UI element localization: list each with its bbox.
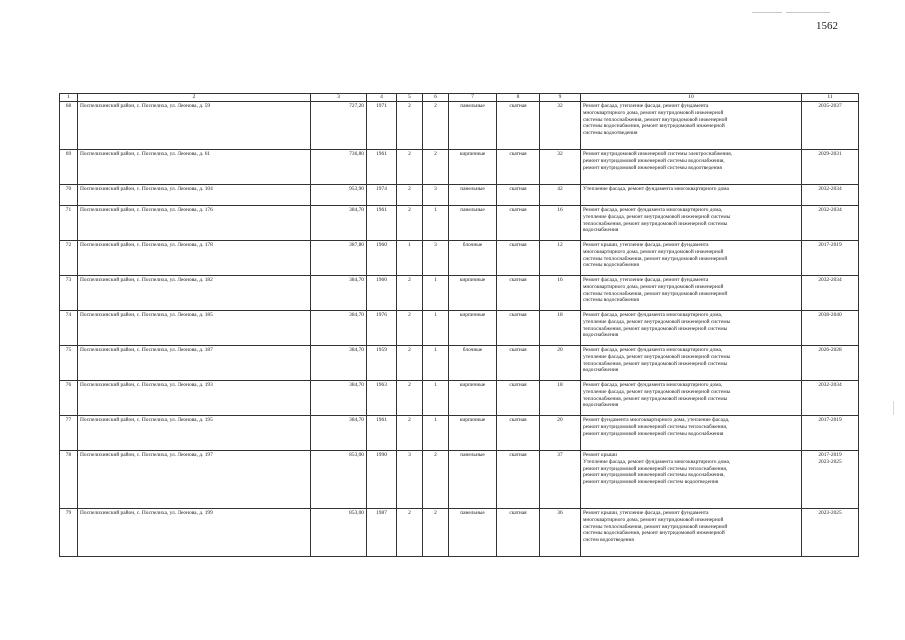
period-line: 2032-2034 bbox=[818, 277, 842, 283]
table-row bbox=[60, 451, 859, 509]
column-header: 9 bbox=[540, 94, 581, 102]
cell-period bbox=[802, 241, 859, 276]
table-row bbox=[60, 381, 859, 416]
cell-works bbox=[581, 185, 802, 206]
table-row bbox=[60, 185, 859, 206]
cell-period bbox=[802, 102, 859, 150]
works-line: ремонт внутридомовой инженерной системы теплоснабжения, bbox=[583, 465, 728, 472]
works-line: системы теплоснабжения, ремонт внутридомовой инженерной bbox=[583, 290, 728, 297]
works-line: ремонт внутридомовой инженерной системы теплоснабжения, bbox=[583, 423, 728, 430]
cell-roof: скатная bbox=[497, 451, 540, 509]
period-line: 2032-2034 bbox=[818, 207, 842, 213]
cell-works bbox=[581, 311, 802, 346]
cell-year: 1963 bbox=[367, 381, 397, 416]
column-header: 6 bbox=[423, 94, 449, 102]
column-header: 10 bbox=[581, 94, 802, 102]
table-row bbox=[60, 346, 859, 381]
cell-area: 853,00 bbox=[311, 451, 367, 509]
cell-walls: кирпичные bbox=[449, 416, 497, 451]
cell-n: 69 bbox=[60, 150, 78, 185]
works-line: системы водоснабжения bbox=[583, 297, 639, 304]
works-line: утепление фасада, ремонт внутридомовой инженерной системы bbox=[583, 213, 731, 220]
cell-n: 72 bbox=[60, 241, 78, 276]
cell-entrances: 1 bbox=[423, 206, 449, 241]
works-line: многоквартирного дома, ремонт внутридомовой инженерной bbox=[583, 248, 724, 255]
table-row bbox=[60, 241, 859, 276]
cell-year: 1961 bbox=[367, 150, 397, 185]
cell-floors: 2 bbox=[397, 416, 423, 451]
cell-year: 1961 bbox=[367, 206, 397, 241]
cell-address: Поспелихинский район, с. Поспелиха, ул. Леонова, д. 59 bbox=[78, 102, 311, 150]
works-line: Ремонт внутридомовой инженерной системы электроснабжения, bbox=[583, 151, 733, 157]
column-header: 5 bbox=[397, 94, 423, 102]
cell-address: Поспелихинский район, с. Поспелиха, ул. Леонова, д. 178 bbox=[78, 241, 311, 276]
cell-works bbox=[581, 241, 802, 276]
cell-walls: панельные bbox=[449, 451, 497, 509]
cell-year: 1987 bbox=[367, 509, 397, 557]
cell-year: 1960 bbox=[367, 241, 397, 276]
cell-apts: 20 bbox=[540, 416, 581, 451]
cell-floors: 2 bbox=[397, 381, 423, 416]
cell-address: Поспелихинский район, с. Поспелиха, ул. Леонова, д. 185 bbox=[78, 311, 311, 346]
cell-area: 736,80 bbox=[311, 150, 367, 185]
period-line: 2017-2019 bbox=[818, 242, 842, 248]
cell-n: 68 bbox=[60, 102, 78, 150]
period-line: 2038-2040 bbox=[818, 312, 842, 318]
cell-period bbox=[802, 451, 859, 509]
cell-roof: скатная bbox=[497, 150, 540, 185]
cell-floors: 2 bbox=[397, 102, 423, 150]
cell-year: 1974 bbox=[367, 185, 397, 206]
cell-area: 384,70 bbox=[311, 381, 367, 416]
works-line: многоквартирного дома, ремонт внутридомовой инженерной bbox=[583, 283, 724, 290]
works-line: Ремонт фасада, ремонт фундамента многоквартирного дома, bbox=[583, 347, 723, 353]
cell-roof: скатная bbox=[497, 102, 540, 150]
cell-address: Поспелихинский район, с. Поспелиха, ул. Леонова, д. 195 bbox=[78, 416, 311, 451]
cell-address: Поспелихинский район, с. Поспелиха, ул. Леонова, д. 199 bbox=[78, 509, 311, 557]
cell-entrances: 3 bbox=[423, 241, 449, 276]
cell-works bbox=[581, 102, 802, 150]
period-line: 2023-2025 bbox=[818, 458, 842, 465]
cell-apts: 36 bbox=[540, 509, 581, 557]
works-line: теплоснабжения, ремонт внутридомовой инженерной системы bbox=[583, 360, 728, 367]
cell-year: 1961 bbox=[367, 416, 397, 451]
cell-floors: 2 bbox=[397, 150, 423, 185]
column-number-row bbox=[60, 94, 859, 102]
cell-n: 79 bbox=[60, 509, 78, 557]
cell-n: 74 bbox=[60, 311, 78, 346]
works-line: системы водоснабжения bbox=[583, 262, 639, 269]
cell-address: Поспелихинский район, с. Поспелиха, ул. Леонова, д. 197 bbox=[78, 451, 311, 509]
cell-walls: блочные bbox=[449, 241, 497, 276]
cell-roof: скатная bbox=[497, 241, 540, 276]
works-line: Ремонт фасада, утепление фасада, ремонт фундамента bbox=[583, 277, 709, 283]
cell-period bbox=[802, 276, 859, 311]
cell-year: 1959 bbox=[367, 346, 397, 381]
works-line: водоснабжения bbox=[583, 227, 619, 234]
cell-roof: скатная bbox=[497, 509, 540, 557]
cell-address: Поспелихинский район, с. Поспелиха, ул. Леонова, д. 187 bbox=[78, 346, 311, 381]
column-header: 1 bbox=[60, 94, 78, 102]
cell-period bbox=[802, 185, 859, 206]
cell-apts: 32 bbox=[540, 102, 581, 150]
period-line: 2032-2034 bbox=[818, 382, 842, 388]
works-line: ремонт внутридомовой инженерной системы водоснабжения bbox=[583, 430, 724, 437]
cell-entrances: 2 bbox=[423, 509, 449, 557]
cell-period bbox=[802, 150, 859, 185]
cell-area: 384,70 bbox=[311, 311, 367, 346]
cell-area: 384,70 bbox=[311, 206, 367, 241]
period-line: 2035-2037 bbox=[818, 103, 842, 109]
cell-apts: 32 bbox=[540, 150, 581, 185]
works-line: теплоснабжения, ремонт внутридомовой инженерной системы bbox=[583, 395, 728, 402]
cell-roof: скатная bbox=[497, 185, 540, 206]
works-line: водоснабжения bbox=[583, 367, 619, 374]
cell-address: Поспелихинский район, с. Поспелиха, ул. Леонова, д. 182 bbox=[78, 276, 311, 311]
cell-works bbox=[581, 451, 802, 509]
works-line: систем водоотведения bbox=[583, 537, 634, 543]
works-line: теплоснабжения, ремонт внутридомовой инженерной системы bbox=[583, 325, 728, 332]
cell-roof: скатная bbox=[497, 276, 540, 311]
cell-entrances: 1 bbox=[423, 381, 449, 416]
works-line: системы водоснабжения, ремонт внутридомовой инженерной bbox=[583, 123, 725, 130]
cell-walls: панельные bbox=[449, 102, 497, 150]
cell-entrances: 1 bbox=[423, 346, 449, 381]
cell-n: 77 bbox=[60, 416, 78, 451]
cell-works bbox=[581, 276, 802, 311]
works-line: Утепление фасада, ремонт фундамента многоквартирного дома bbox=[583, 186, 729, 192]
cell-apts: 16 bbox=[540, 206, 581, 241]
period-line: 2026-2028 bbox=[818, 347, 842, 353]
cell-address: Поспелихинский район, с. Поспелиха, ул. Леонова, д. 176 bbox=[78, 206, 311, 241]
cell-entrances: 3 bbox=[423, 185, 449, 206]
cell-period bbox=[802, 509, 859, 557]
table-row bbox=[60, 276, 859, 311]
cell-walls: панельные bbox=[449, 185, 497, 206]
cell-entrances: 2 bbox=[423, 150, 449, 185]
cell-period bbox=[802, 381, 859, 416]
works-line: многоквартирного дома, ремонт внутридомовой инженерной bbox=[583, 516, 724, 523]
cell-walls: панельные bbox=[449, 206, 497, 241]
works-line: утепление фасада, ремонт внутридомовой инженерной системы bbox=[583, 353, 731, 360]
cell-n: 76 bbox=[60, 381, 78, 416]
cell-area: 853,00 bbox=[311, 509, 367, 557]
works-line: ремонт внутридомовой инженерной системы водоотведения bbox=[583, 164, 722, 171]
cell-apts: 20 bbox=[540, 346, 581, 381]
works-line: Ремонт фасада, ремонт фундамента многоквартирного дома, bbox=[583, 312, 723, 318]
table-row bbox=[60, 206, 859, 241]
column-header: 2 bbox=[78, 94, 311, 102]
cell-entrances: 1 bbox=[423, 416, 449, 451]
period-line: 2017-2019 bbox=[818, 452, 842, 458]
cell-period bbox=[802, 311, 859, 346]
period-line: 2017-2019 bbox=[818, 417, 842, 423]
cell-apts: 18 bbox=[540, 381, 581, 416]
works-line: ремонт внутридомовой инженерной систем водоотведения bbox=[583, 479, 719, 485]
cell-roof: скатная bbox=[497, 346, 540, 381]
works-line: Ремонт фасада, ремонт фундамента многоквартирного дома, bbox=[583, 382, 723, 388]
works-line: теплоснабжения, ремонт внутридомовой инженерной системы bbox=[583, 220, 728, 227]
cell-period bbox=[802, 416, 859, 451]
column-header: 3 bbox=[311, 94, 367, 102]
cell-address: Поспелихинский район, с. Поспелиха, ул. Леонова, д. 104 bbox=[78, 185, 311, 206]
works-line: системы теплоснабжения, ремонт внутридомовой инженерной bbox=[583, 255, 728, 262]
works-line: ремонт внутридомовой инженерной системы водоснабжения, bbox=[583, 472, 725, 479]
cell-floors: 2 bbox=[397, 276, 423, 311]
cell-area: 384,70 bbox=[311, 346, 367, 381]
cell-n: 75 bbox=[60, 346, 78, 381]
cell-roof: скатная bbox=[497, 416, 540, 451]
period-line: 2029-2031 bbox=[818, 151, 842, 157]
cell-walls: кирпичные bbox=[449, 311, 497, 346]
cell-period bbox=[802, 346, 859, 381]
cell-roof: скатная bbox=[497, 206, 540, 241]
cell-n: 78 bbox=[60, 451, 78, 509]
works-line: многоквартирного дома, ремонт внутридомовой инженерной bbox=[583, 109, 724, 116]
cell-floors: 1 bbox=[397, 241, 423, 276]
table-row bbox=[60, 311, 859, 346]
cell-floors: 2 bbox=[397, 509, 423, 557]
cell-year: 1990 bbox=[367, 451, 397, 509]
works-line: Ремонт фасада, ремонт фундамента многоквартирного дома, bbox=[583, 207, 723, 213]
cell-floors: 2 bbox=[397, 185, 423, 206]
cell-walls: блочные bbox=[449, 346, 497, 381]
cell-area: 727,20 bbox=[311, 102, 367, 150]
cell-apts: 37 bbox=[540, 451, 581, 509]
works-line: Ремонт крыши, утепление фасада, ремонт фундамента bbox=[583, 510, 709, 516]
cell-apts: 18 bbox=[540, 311, 581, 346]
cell-works bbox=[581, 150, 802, 185]
cell-entrances: 2 bbox=[423, 102, 449, 150]
cell-apts: 12 bbox=[540, 241, 581, 276]
works-line: утепление фасада, ремонт внутридомовой инженерной системы bbox=[583, 318, 731, 325]
cell-area: 384,70 bbox=[311, 416, 367, 451]
cell-works bbox=[581, 346, 802, 381]
cell-works bbox=[581, 416, 802, 451]
cell-roof: скатная bbox=[497, 311, 540, 346]
column-header: 7 bbox=[449, 94, 497, 102]
cell-apts: 42 bbox=[540, 185, 581, 206]
cell-walls: кирпичные bbox=[449, 150, 497, 185]
cell-walls: кирпичные bbox=[449, 276, 497, 311]
works-line: водоснабжения bbox=[583, 402, 619, 409]
works-line: системы водоснабжения, ремонт внутридомовой инженерной bbox=[583, 530, 725, 537]
column-header: 11 bbox=[802, 94, 859, 102]
cell-floors: 3 bbox=[397, 451, 423, 509]
cell-entrances: 1 bbox=[423, 276, 449, 311]
period-line: 2023-2025 bbox=[818, 510, 842, 516]
works-line: системы теплоснабжения, ремонт внутридомовой инженерной bbox=[583, 523, 728, 530]
table-row bbox=[60, 416, 859, 451]
cell-works bbox=[581, 381, 802, 416]
cell-address: Поспелихинский район, с. Поспелиха, ул. Леонова, д. 61 bbox=[78, 150, 311, 185]
scan-edge-mark bbox=[752, 0, 872, 2]
period-line: 2032-2034 bbox=[818, 186, 842, 192]
cell-area: 953,90 bbox=[311, 185, 367, 206]
cell-walls: кирпичные bbox=[449, 381, 497, 416]
cell-n: 70 bbox=[60, 185, 78, 206]
cell-walls: панельные bbox=[449, 509, 497, 557]
cell-works bbox=[581, 206, 802, 241]
scan-margin-mark bbox=[893, 401, 894, 415]
column-header: 4 bbox=[367, 94, 397, 102]
cell-period bbox=[802, 206, 859, 241]
cell-n: 71 bbox=[60, 206, 78, 241]
cell-floors: 2 bbox=[397, 206, 423, 241]
works-line: системы водоотведения bbox=[583, 130, 638, 136]
column-header: 8 bbox=[497, 94, 540, 102]
cell-area: 387,80 bbox=[311, 241, 367, 276]
works-line: водоснабжения bbox=[583, 332, 619, 339]
works-line: утепление фасада, ремонт внутридомовой инженерной системы bbox=[583, 388, 731, 395]
table-row bbox=[60, 509, 859, 557]
cell-floors: 2 bbox=[397, 346, 423, 381]
table-row bbox=[60, 102, 859, 150]
table-row bbox=[60, 150, 859, 185]
cell-year: 1960 bbox=[367, 276, 397, 311]
works-line: Ремонт крыши, утепление фасада, ремонт фундамента bbox=[583, 242, 709, 248]
works-line: ремонт внутридомовой инженерной системы водоснабжения, bbox=[583, 157, 725, 164]
cell-address: Поспелихинский район, с. Поспелиха, ул. Леонова, д. 193 bbox=[78, 381, 311, 416]
cell-entrances: 2 bbox=[423, 451, 449, 509]
cell-floors: 2 bbox=[397, 311, 423, 346]
works-line: системы теплоснабжения, ремонт внутридомовой инженерной bbox=[583, 116, 728, 123]
cell-apts: 16 bbox=[540, 276, 581, 311]
cell-roof: скатная bbox=[497, 381, 540, 416]
cell-works bbox=[581, 509, 802, 557]
cell-n: 73 bbox=[60, 276, 78, 311]
cell-year: 1976 bbox=[367, 311, 397, 346]
works-line: Утепление фасада, ремонт фундамента многоквартирного дома, bbox=[583, 458, 731, 465]
cell-entrances: 1 bbox=[423, 311, 449, 346]
works-line: Ремонт фундамента многоквартирного дома, утепление фасада, bbox=[583, 417, 730, 423]
works-line: Ремонт фасада, утепление фасада, ремонт фундамента bbox=[583, 103, 709, 109]
works-line: Ремонт крыши bbox=[583, 452, 617, 458]
cell-year: 1971 bbox=[367, 102, 397, 150]
cell-area: 384,70 bbox=[311, 276, 367, 311]
page-number: 1562 bbox=[816, 20, 838, 32]
housing-register-table bbox=[59, 93, 859, 557]
